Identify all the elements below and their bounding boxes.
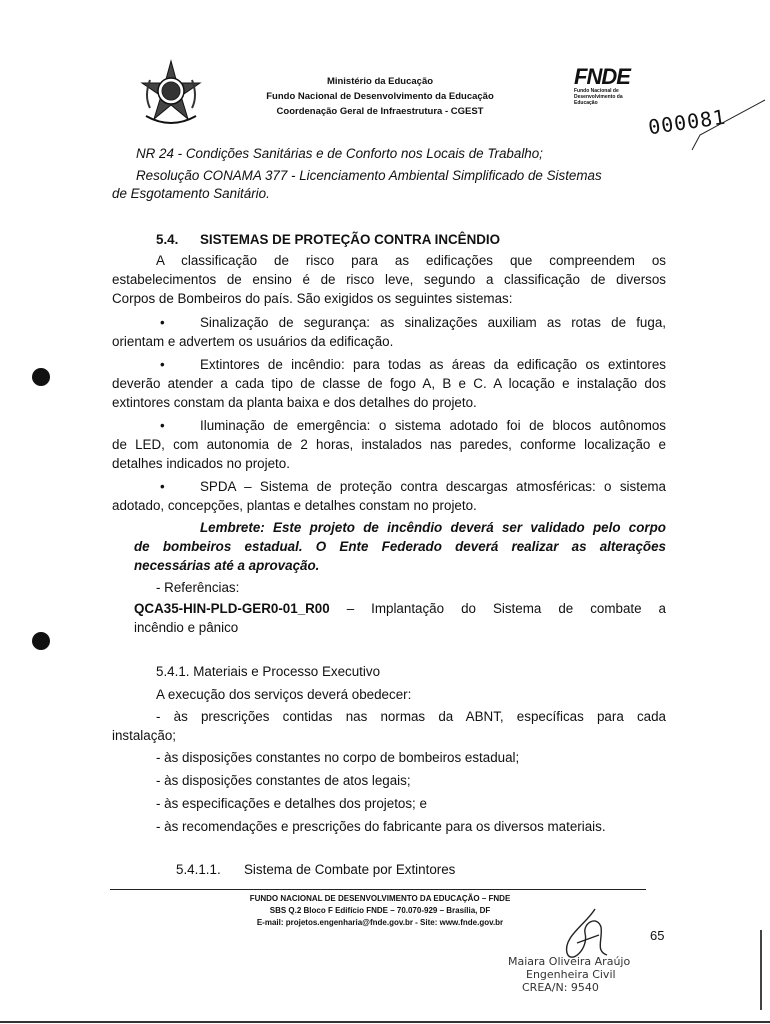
reminder-line1: Lembrete: Este projeto de incêndio deverá ser validado pelo corpo xyxy=(200,520,666,535)
right-edge-mark xyxy=(760,930,762,1010)
footer-block xyxy=(180,893,580,929)
reference-code: QCA35-HIN-PLD-GER0-01_R00 xyxy=(134,601,330,616)
ref-conama-line1: Resolução CONAMA 377 - Licenciamento Ambiental Simplificado de Sistemas xyxy=(136,168,602,183)
header-block xyxy=(230,74,530,119)
bullet-3-line3: detalhes indicados no projeto. xyxy=(112,456,290,471)
intro-line2: estabelecimentos de ensino é de risco leve, segundo a classificação de diversos xyxy=(112,272,666,287)
footer-address: SBS Q.2 Bloco F Edifício FNDE – 70.070-929 – Brasília, DF xyxy=(269,906,491,915)
bullet-2-line3: extintores constam da planta baixa e dos detalhes do projeto. xyxy=(112,395,477,410)
bullet-4-line2: adotado, concepções, plantas e detalhes constam no projeto. xyxy=(112,498,477,513)
reminder-line2: de bombeiros estadual. O Ente Federado deverá realizar as alterações xyxy=(134,539,666,554)
bullet-marker: • xyxy=(160,418,165,433)
bullet-2-line1: Extintores de incêndio: para todas as áreas da edificação os extintores xyxy=(200,357,666,372)
section-title: SISTEMAS DE PROTEÇÃO CONTRA INCÊNDIO xyxy=(200,232,501,247)
header-fund: Fundo Nacional de Desenvolvimento da Educação xyxy=(266,91,494,102)
section-number: 5.4. xyxy=(156,232,179,247)
intro-line3: Corpos de Bombeiros do país. São exigidos os seguintes sistemas: xyxy=(112,291,513,306)
footer-contact: E-mail: projetos.engenharia@fnde.gov.br - Site: www.fnde.gov.br xyxy=(256,918,504,927)
bullet-marker: • xyxy=(160,315,165,330)
bullet-marker: • xyxy=(160,479,165,494)
list-item: - às especificações e detalhes dos projetos; e xyxy=(156,796,427,811)
ref-nr24: NR 24 - Condições Sanitárias e de Conforto nos Locais de Trabalho; xyxy=(136,146,543,161)
subsection-title: 5.4.1. Materiais e Processo Executivo xyxy=(156,664,381,679)
header-ministry: Ministério da Educação xyxy=(326,76,434,87)
list-item-cont: instalação; xyxy=(112,728,177,743)
bullet-3-line1: Iluminação de emergência: o sistema adotado foi de blocos autônomos xyxy=(200,418,666,433)
header-coordination: Coordenação Geral de Infraestrutura - CGEST xyxy=(276,106,484,117)
subsection-lead: A execução dos serviços deverá obedecer: xyxy=(156,687,412,702)
fnde-logo-text: FNDE xyxy=(574,64,630,89)
binder-hole xyxy=(32,632,50,650)
intro-line1: A classificação de risco para as edificações que compreendem os xyxy=(156,253,666,268)
references-label: - Referências: xyxy=(156,580,240,595)
reminder-line3: necessárias até a aprovação. xyxy=(134,558,320,573)
list-item: - às disposições constantes de atos legais; xyxy=(156,773,411,788)
bullet-4-line1: SPDA – Sistema de proteção contra descargas atmosféricas: o sistema xyxy=(200,479,666,494)
reference-line xyxy=(134,599,666,619)
reference-line2: incêndio e pânico xyxy=(134,620,239,635)
coat-of-arms-seal xyxy=(136,58,206,128)
bullet-3-line2: de LED, com autonomia de 2 horas, instalados nas paredes, conforme localização e xyxy=(112,437,666,452)
bullet-1-line2: orientam e advertem os usuários da edificação. xyxy=(112,334,394,349)
list-item: - às disposições constantes no corpo de bombeiros estadual; xyxy=(156,750,520,765)
subsubsection-title: Sistema de Combate por Extintores xyxy=(244,862,456,877)
subsubsection-number: 5.4.1.1. xyxy=(176,862,221,877)
signature-name: Maiara Oliveira Araújo xyxy=(508,955,631,968)
reference-description: – Implantação do Sistema de combate a xyxy=(329,601,666,616)
bullet-1-line1: Sinalização de segurança: as sinalizações auxiliam as rotas de fuga, xyxy=(200,315,666,330)
page-number: 65 xyxy=(650,928,665,943)
bullet-marker: • xyxy=(160,357,165,372)
footer-org: FUNDO NACIONAL DE DESENVOLVIMENTO DA EDUCAÇÃO – FNDE xyxy=(249,894,511,903)
fnde-logo xyxy=(574,66,644,106)
footer-rule xyxy=(110,889,646,890)
bullet-2-line2: deverão atender a cada tipo de classe de fogo A, B e C. A locação e instalação dos xyxy=(112,376,666,391)
list-item: - às recomendações e prescrições do fabricante para os diversos materiais. xyxy=(156,819,606,834)
signature-role: Engenheira Civil xyxy=(526,968,616,981)
binder-hole xyxy=(32,368,50,386)
bottom-rule xyxy=(0,1021,770,1023)
fnde-logo-subtitle: Fundo Nacional de Desenvolvimento da Educação xyxy=(574,88,623,106)
page-stamp: 000081 xyxy=(646,104,728,140)
signature-crea: CREA/N: 9540 xyxy=(522,981,599,994)
ref-conama-line2: de Esgotamento Sanitário. xyxy=(112,186,270,201)
stamp-underline xyxy=(690,95,770,155)
list-item: - às prescrições contidas nas normas da ABNT, específicas para cada xyxy=(156,709,666,724)
signature-block xyxy=(508,955,658,994)
